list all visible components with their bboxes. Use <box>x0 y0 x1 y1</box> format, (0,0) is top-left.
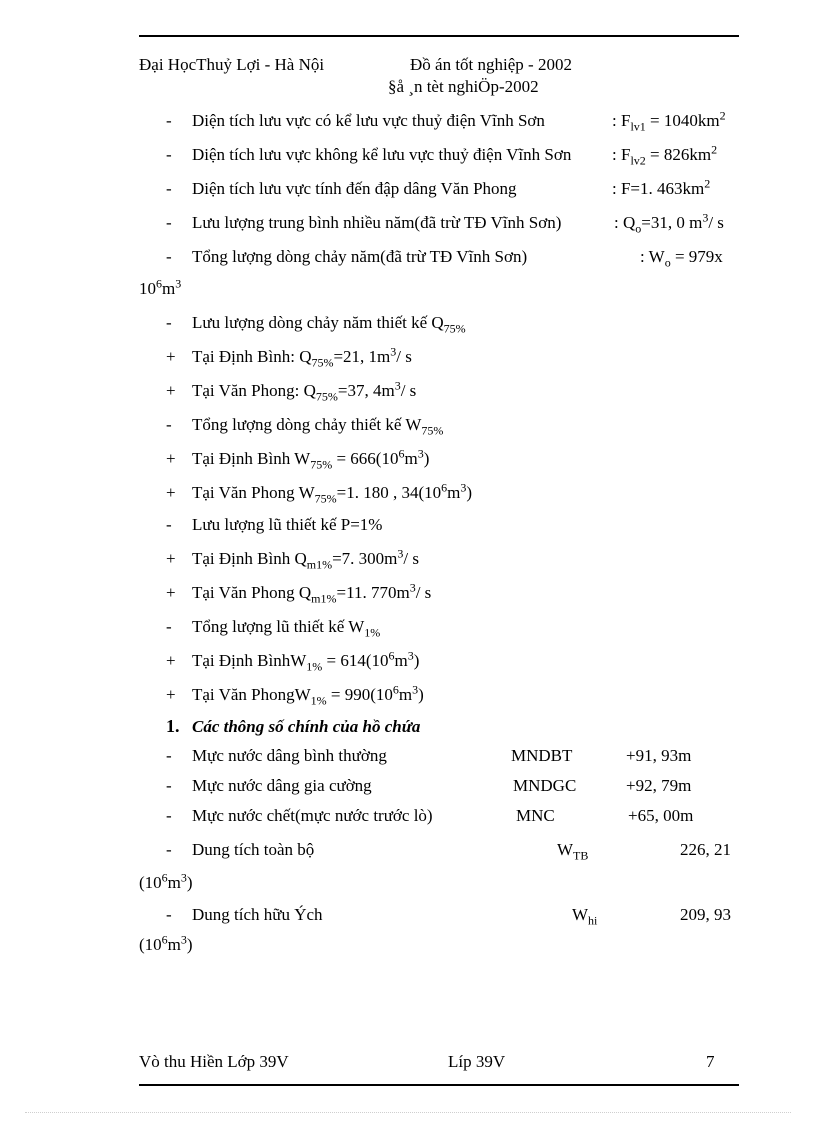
row-continuation: $(10^6m^3)$ <box>139 932 193 954</box>
item-value: : F=1. $463km^2$ <box>612 176 711 198</box>
item-label: Diện tích lưu vực tính đến đập dâng Văn Phong <box>192 179 517 198</box>
dash-marker: - <box>166 247 172 266</box>
plus-marker: + <box>166 549 176 568</box>
page-edge-divider <box>25 1112 791 1113</box>
dash-marker: - <box>166 840 172 859</box>
dash-marker: - <box>166 213 172 232</box>
plus-marker: + <box>166 347 176 366</box>
table-row: - Dung tích hữu Ých <box>166 905 323 924</box>
row-value: 209, 93 <box>680 905 731 924</box>
header-center: Đồ án tốt nghiệp - 2002 <box>410 55 572 74</box>
dash-marker: - <box>166 806 172 825</box>
plus-marker: + <box>166 685 176 704</box>
section-title: Các thông số chính của hồ chứa <box>192 717 421 736</box>
list-item: - Tổng lượng lũ thiết kế $W_{1\%}$ <box>166 617 381 640</box>
list-item: + Tại Định Bình $Q_{m1\%}=7$. $300m^3/$ s <box>166 546 419 572</box>
list-item: + Tại Văn Phong: $Q_{75\%}=37$, $4m^3/$ s <box>166 378 417 404</box>
list-item: - Lưu lượng dòng chảy năm thiết kế $Q_{75\%}$ <box>166 313 466 336</box>
item-value: : $F_{lv2} = 826km^2$ <box>612 142 718 168</box>
page-number: 7 <box>706 1052 715 1071</box>
dash-marker: - <box>166 179 172 198</box>
table-row: - Dung tích toàn bộ <box>166 840 315 859</box>
row-value: +65, 00m <box>628 806 694 825</box>
section-number: 1. <box>166 716 180 736</box>
dash-marker: - <box>166 111 172 130</box>
list-item: + Tại Văn PhongW$_{1\%}$ = $990(10^6m^3)$ <box>166 682 424 708</box>
item-value: : $Q_o=31$, 0 $m^3/$ s <box>614 210 724 236</box>
dash-marker: - <box>166 905 172 924</box>
row-abbr: MNDBT <box>511 746 573 765</box>
dash-marker: - <box>166 515 172 534</box>
item-label: Tổng lượng dòng chảy năm(đã trừ TĐ Vĩnh Sơn) <box>192 247 528 266</box>
plus-marker: + <box>166 651 176 670</box>
list-item: - Lưu lượng lũ thiết kế P=1% <box>166 515 383 534</box>
list-item <box>166 213 561 233</box>
dash-marker: - <box>166 145 172 164</box>
list-item: + Tại Văn Phong $Q_{m1\%}=11$. $770m^3/$ s <box>166 580 432 606</box>
list-item <box>166 247 527 267</box>
list-item <box>166 179 517 199</box>
item-continuation: $10^6m^3$ <box>139 276 182 298</box>
item-value: : $W_o = 979x$ <box>640 247 723 270</box>
dash-marker: - <box>166 746 172 765</box>
row-abbr: $W_{hi}$ <box>572 905 598 928</box>
row-abbr: MNC <box>516 806 555 825</box>
item-label: Diện tích lưu vực không kể lưu vực thuỷ điện Vĩnh Sơn <box>192 145 572 164</box>
table-row: - Mực nước chết(mực nước trước lò) <box>166 806 433 825</box>
plus-marker: + <box>166 583 176 602</box>
footer-left: Vò thu Hiền Lớp 39V <box>139 1052 289 1071</box>
list-item: + Tại Định Bình: $Q_{75\%}=21$, $1m^3/$ s <box>166 344 412 370</box>
list-item <box>166 145 571 165</box>
section-heading <box>166 716 420 737</box>
row-value: +92, 79m <box>626 776 692 795</box>
dash-marker: - <box>166 776 172 795</box>
dash-marker: - <box>166 313 172 332</box>
header-rule <box>139 35 739 37</box>
footer-rule <box>139 1084 739 1086</box>
header-left: Đại HọcThuỷ Lợi - Hà Nội <box>139 55 325 74</box>
list-item: + Tại Định Bình $W_{75\%} = 666(10^6m^3)$ <box>166 446 430 472</box>
row-value: 226, 21 <box>680 840 731 859</box>
list-item <box>166 111 545 131</box>
header-line2: §å ¸n tèt nghiÖp-2002 <box>388 77 539 96</box>
list-item: + Tại Văn Phong $W_{75\%}=1$. 180 , $34(10^6m^3)$ <box>166 480 473 506</box>
row-abbr: $W_{TB}$ <box>557 840 589 863</box>
row-value: +91, 93m <box>626 746 692 765</box>
plus-marker: + <box>166 483 176 502</box>
item-value: : $F_{lv1} = 1040km^2$ <box>612 108 726 134</box>
dash-marker: - <box>166 617 172 636</box>
footer-center: Líp 39V <box>448 1052 506 1071</box>
plus-marker: + <box>166 449 176 468</box>
list-item: - Tổng lượng dòng chảy thiết kế $W_{75\%}$ <box>166 415 444 438</box>
table-row: - Mực nước dâng bình thường <box>166 746 387 765</box>
plus-marker: + <box>166 381 176 400</box>
item-label: Diện tích lưu vực có kể lưu vực thuỷ điện Vĩnh Sơn <box>192 111 545 130</box>
item-label: Lưu lượng trung bình nhiều năm(đã trừ TĐ Vĩnh Sơn) <box>192 213 562 232</box>
row-continuation: $(10^6m^3)$ <box>139 870 193 892</box>
row-abbr: MNDGC <box>513 776 577 795</box>
table-row: - Mực nước dâng gia cường <box>166 776 372 795</box>
list-item: + Tại Định BìnhW$_{1\%}$ = $614(10^6m^3)$ <box>166 648 420 674</box>
dash-marker: - <box>166 415 172 434</box>
